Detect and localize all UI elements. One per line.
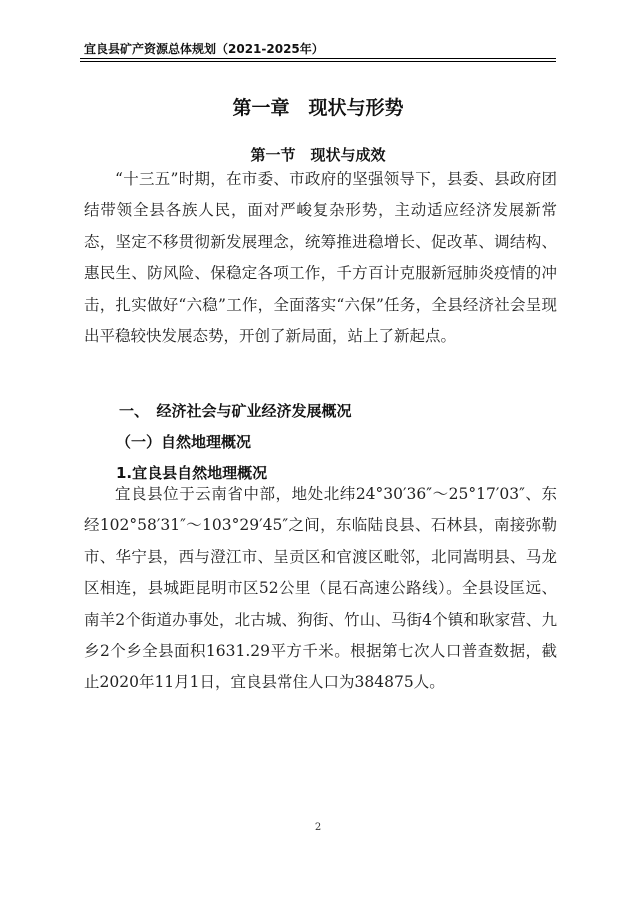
page-number: 2: [314, 822, 322, 833]
header-rule-top: [80, 58, 556, 59]
heading-level3: 1.宜良县自然地理概况: [116, 464, 268, 482]
body-paragraph-geography: 宜良县位于云南省中部，地处北纬24°30′36″～25°17′03″、东经102°58′31″～103°29′45″之间，东临陆良县、石林县，南接弥勒市、华宁县，西与澄江市、呈贡区和官渡区毗邻，北同嵩明县、马龙区相连，县城距昆明市区52公里（昆石高速公路线）。全县设匡远、南羊2个街道办事处，北古城、狗街、竹山、马街4个镇和耿家营、九乡2个乡全县面积1631.29平方千米。根据第七次人口普查数据，截止2020年11月1日，宜良县常住人口为384875人。: [84, 485, 557, 692]
running-header: 宜良县矿产资源总体规划（2021-2025年）: [84, 42, 324, 56]
header-rule-bottom: [80, 61, 556, 62]
heading-level2: （一）自然地理概况: [116, 433, 252, 451]
heading-level1: 一、 经济社会与矿业经济发展概况: [119, 402, 352, 420]
section-title: 第一节 现状与成效: [250, 146, 386, 164]
chapter-title: 第一章 现状与形势: [232, 97, 404, 119]
body-paragraph-intro: “十三五”时期，在市委、市政府的坚强领导下，县委、县政府团结带领全县各族人民，面对严峻复杂形势，主动适应经济发展新常态，坚定不移贯彻新发展理念，统筹推进稳增长、促改革、调结构、惠民生、防风险、保稳定各项工作，千方百计克服新冠肺炎疫情的冲击，扎实做好“六稳”工作，全面落实“六保”任务，全县经济社会呈现出平稳较快发展态势，开创了新局面，站上了新起点。: [84, 170, 557, 346]
